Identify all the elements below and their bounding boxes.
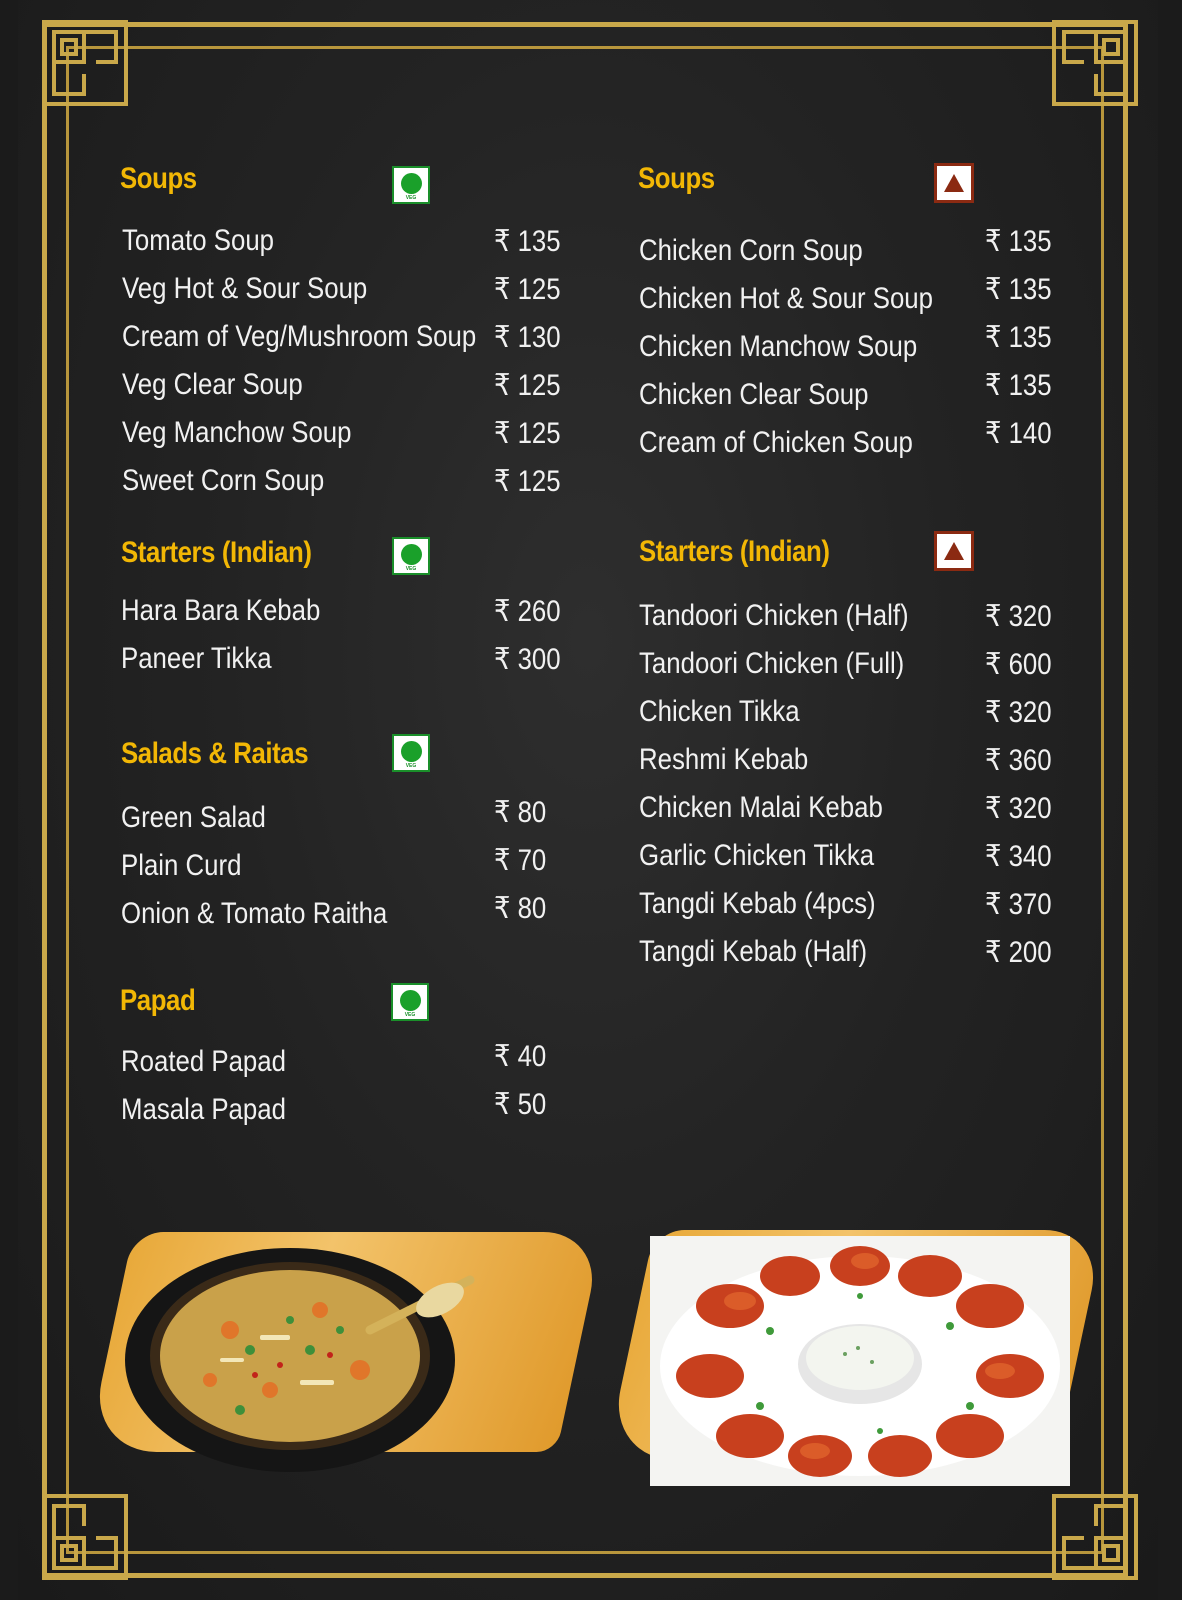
menu-item-name: Tangdi Kebab (Half) bbox=[639, 935, 868, 968]
menu-item-price: ₹ 135 bbox=[985, 369, 1052, 402]
menu-item-name: Veg Manchow Soup bbox=[122, 416, 352, 449]
menu-item-name: Chicken Corn Soup bbox=[639, 234, 863, 267]
menu-item-name: Tomato Soup bbox=[122, 224, 275, 257]
menu-item-price: ₹ 140 bbox=[985, 417, 1052, 450]
soup-bowl-illustration bbox=[120, 1240, 500, 1480]
menu-item-name: Chicken Tikka bbox=[639, 695, 800, 728]
menu-item-price: ₹ 300 bbox=[494, 643, 561, 676]
menu-item-name: Tandoori Chicken (Half) bbox=[639, 599, 909, 632]
frame-corner-ornament bbox=[1050, 1492, 1140, 1582]
menu-item-name: Roated Papad bbox=[121, 1045, 286, 1078]
menu-item-name: Chicken Clear Soup bbox=[639, 378, 869, 411]
veg-icon: VEG bbox=[392, 734, 430, 772]
menu-item-price: ₹ 80 bbox=[494, 892, 547, 925]
section-title-veg-soups: Soups bbox=[120, 162, 197, 195]
menu-item-name: Veg Clear Soup bbox=[122, 368, 303, 401]
non-veg-icon bbox=[934, 163, 974, 203]
menu-item-price: ₹ 320 bbox=[985, 792, 1052, 825]
menu-item-price: ₹ 260 bbox=[494, 595, 561, 628]
menu-item-price: ₹ 135 bbox=[494, 225, 561, 258]
menu-item-price: ₹ 320 bbox=[985, 696, 1052, 729]
menu-item-name: Tandoori Chicken (Full) bbox=[639, 647, 905, 680]
veg-icon: VEG bbox=[392, 537, 430, 575]
menu-item-name: Tangdi Kebab (4pcs) bbox=[639, 887, 876, 920]
frame-corner-ornament bbox=[1050, 18, 1140, 108]
menu-item-price: ₹ 320 bbox=[985, 600, 1052, 633]
menu-item-price: ₹ 80 bbox=[494, 796, 547, 829]
menu-item-price: ₹ 200 bbox=[985, 936, 1052, 969]
menu-item-price: ₹ 70 bbox=[494, 844, 547, 877]
menu-item-price: ₹ 135 bbox=[985, 321, 1052, 354]
menu-item-name: Garlic Chicken Tikka bbox=[639, 839, 875, 872]
menu-item-name: Cream of Chicken Soup bbox=[639, 426, 913, 459]
menu-item-price: ₹ 135 bbox=[985, 225, 1052, 258]
menu-item-name: Cream of Veg/Mushroom Soup bbox=[122, 320, 477, 353]
menu-item-price: ₹ 50 bbox=[494, 1088, 547, 1121]
menu-item-price: ₹ 600 bbox=[985, 648, 1052, 681]
menu-item-price: ₹ 125 bbox=[494, 417, 561, 450]
section-title-nonveg-soups: Soups bbox=[638, 162, 715, 195]
menu-item-name: Green Salad bbox=[121, 801, 266, 834]
section-title-veg-starters: Starters (Indian) bbox=[121, 536, 312, 569]
menu-item-name: Veg Hot & Sour Soup bbox=[122, 272, 368, 305]
menu-item-name: Paneer Tikka bbox=[121, 642, 272, 675]
section-title-nonveg-starters: Starters (Indian) bbox=[639, 535, 830, 568]
menu-item-name: Hara Bara Kebab bbox=[121, 594, 321, 627]
frame-corner-ornament bbox=[40, 18, 130, 108]
menu-item-price: ₹ 370 bbox=[985, 888, 1052, 921]
menu-item-price: ₹ 360 bbox=[985, 744, 1052, 777]
menu-item-name: Masala Papad bbox=[121, 1093, 286, 1126]
section-title-papad: Papad bbox=[120, 984, 196, 1017]
frame-corner-ornament bbox=[40, 1492, 130, 1582]
section-title-salads: Salads & Raitas bbox=[121, 737, 309, 770]
menu-item-price: ₹ 340 bbox=[985, 840, 1052, 873]
menu-item-name: Chicken Manchow Soup bbox=[639, 330, 918, 363]
veg-icon: VEG bbox=[392, 166, 430, 204]
menu-item-price: ₹ 125 bbox=[494, 369, 561, 402]
menu-item-price: ₹ 125 bbox=[494, 465, 561, 498]
menu-item-price: ₹ 130 bbox=[494, 321, 561, 354]
menu-item-name: Plain Curd bbox=[121, 849, 242, 882]
menu-item-name: Chicken Hot & Sour Soup bbox=[639, 282, 933, 315]
menu-item-price: ₹ 135 bbox=[985, 273, 1052, 306]
menu-item-name: Reshmi Kebab bbox=[639, 743, 809, 776]
menu-item-price: ₹ 125 bbox=[494, 273, 561, 306]
chicken-platter-illustration bbox=[650, 1236, 1070, 1486]
menu-item-name: Sweet Corn Soup bbox=[122, 464, 325, 497]
menu-item-price: ₹ 40 bbox=[494, 1040, 547, 1073]
menu-item-name: Chicken Malai Kebab bbox=[639, 791, 883, 824]
menu-item-name: Onion & Tomato Raitha bbox=[121, 897, 388, 930]
non-veg-icon bbox=[934, 531, 974, 571]
veg-icon: VEG bbox=[391, 983, 429, 1021]
